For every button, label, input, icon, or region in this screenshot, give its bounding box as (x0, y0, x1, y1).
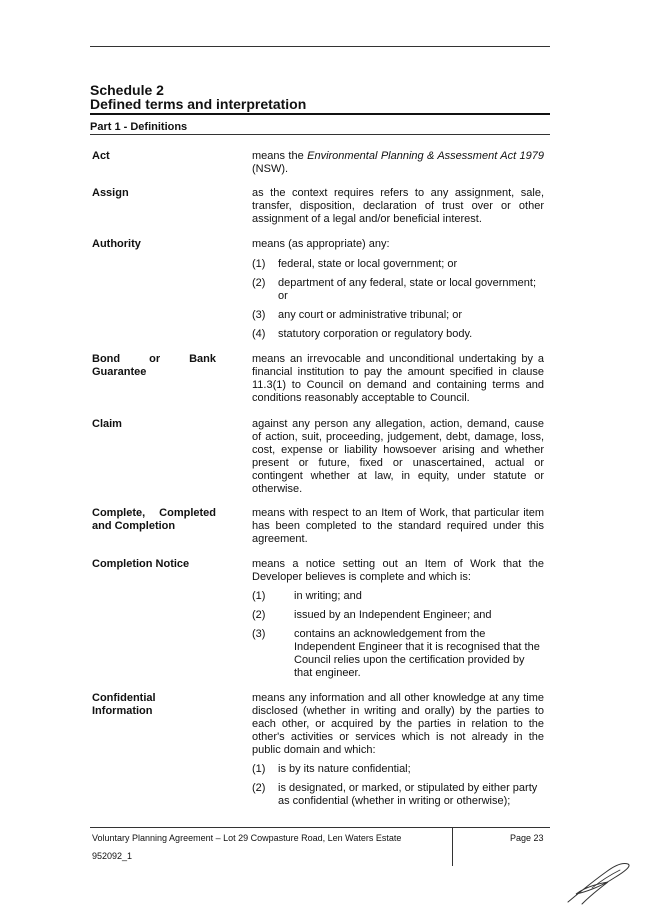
list-item: (1) federal, state or local government; or (252, 258, 458, 270)
term-bond-line1: Bond or Bank (92, 353, 216, 365)
definition-assign: as the context requires refers to any assignment, sale, transfer, disposition, declaration of trust over or other assignment of a legal and/or beneficial interest. (252, 187, 544, 225)
term-completion-notice: Completion Notice (92, 558, 190, 570)
header-rule (90, 46, 550, 47)
list-item: (3) contains an acknowledgement from the Independent Engineer that it is recognised that the Council relies upon the certification provided by that engineer. (252, 628, 540, 679)
term-assign: Assign (92, 187, 129, 199)
term-bond-line2: Guarantee (92, 366, 147, 378)
definition-confidential: means any information and all other knowledge at any time disclosed (whether in writing and orally) by the parties to each other, or acquired by the parties in relation to the other's activities or services which is not already in the public domain and which: (252, 692, 544, 756)
footer-doc-id: 952092_1 (92, 851, 133, 861)
footer-divider (452, 828, 453, 866)
list-item: (4) statutory corporation or regulatory body. (252, 328, 473, 340)
list-item: (3) any court or administrative tribunal; or (252, 309, 463, 321)
term-confidential-line1: Confidential (92, 692, 156, 704)
part-heading: Part 1 - Definitions (90, 121, 188, 133)
definition-completion-notice: means a notice setting out an Item of Work that the Developer believes is complete and which is: (252, 558, 544, 583)
term-complete-line1: Complete, Completed (92, 507, 216, 519)
footer-title: Voluntary Planning Agreement – Lot 29 Cowpasture Road, Len Waters Estate (92, 833, 402, 843)
term-confidential-line2: Information (92, 705, 153, 717)
list-item: (2) department of any federal, state or local government; or (252, 277, 537, 302)
signature-initials (562, 858, 642, 908)
term-complete-line2: and Completion (92, 520, 176, 532)
definition-act: means the Environmental Planning & Assessment Act 1979 (NSW). (252, 150, 545, 175)
act-title: Environmental Planning & Assessment Act 1979 (307, 150, 545, 162)
term-claim: Claim (92, 418, 122, 430)
term-act: Act (92, 150, 110, 162)
part-rule (90, 134, 550, 135)
definition-claim: against any person any allegation, action, demand, cause of action, suit, proceeding, judgement, debt, damage, loss, cost, expense or liability howsoever arising and whether present or future, fixed or unascertained, actual or contingent whether at law, in equity, under statute or otherwise. (252, 418, 544, 495)
list-item: (1) is by its nature confidential; (252, 763, 411, 775)
list-item: (1) in writing; and (252, 590, 362, 602)
page-number: Page 23 (510, 833, 544, 843)
definition-bond: means an irrevocable and unconditional undertaking by a financial institution to pay the amount specified in clause 11.3(1) to Council on demand and containing terms and conditions reasonably acceptable to Council. (252, 353, 544, 404)
schedule-heading: Schedule 2 (90, 82, 164, 98)
footer-rule (90, 827, 550, 828)
section-title: Defined terms and interpretation (90, 96, 307, 112)
definition-authority: means (as appropriate) any: (252, 238, 390, 250)
list-item: (2) is designated, or marked, or stipulated by either party as confidential (whether in writing or otherwise); (252, 782, 538, 807)
definition-complete: means with respect to an Item of Work, that particular item has been completed to the standard required under this agreement. (252, 507, 544, 545)
title-rule (90, 113, 550, 115)
term-authority: Authority (92, 238, 141, 250)
list-item: (2) issued by an Independent Engineer; and (252, 609, 492, 621)
